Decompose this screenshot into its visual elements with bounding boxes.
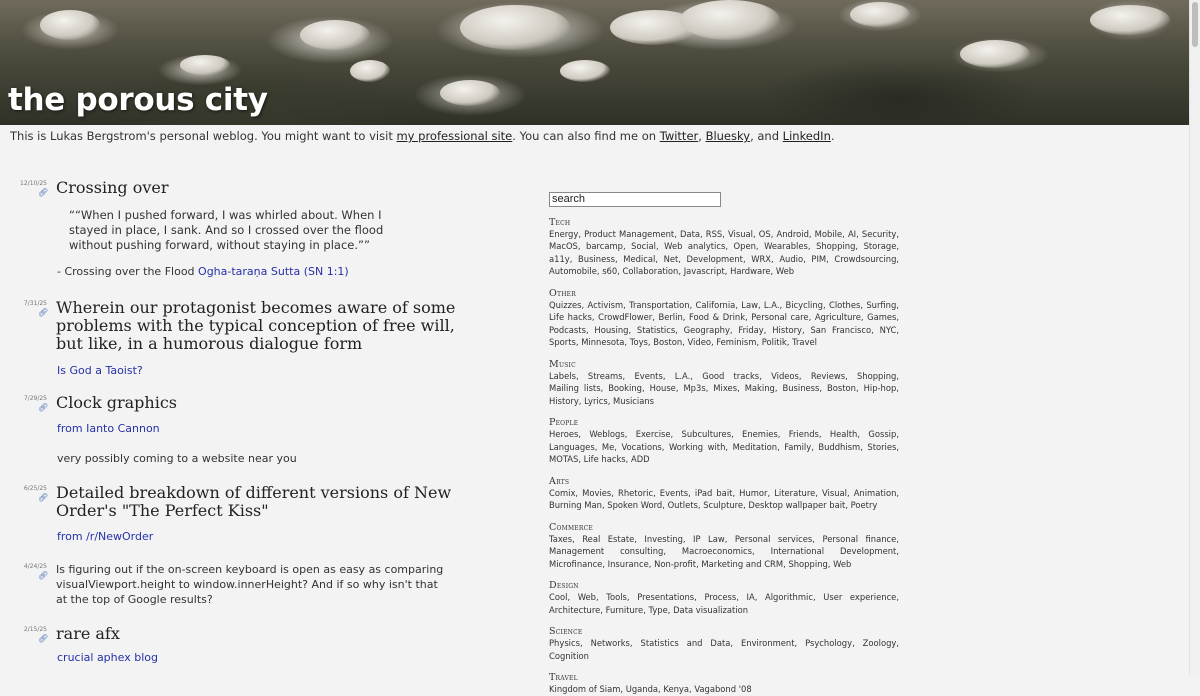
category-tags: Taxes, Real Estate, Investing, IP Law, Personal services, Personal finance, Management consulting, Macroeconomics, International Development, Microfinance, Insurance, Non-profit, Marketing and CRM, Shopping, Web: [549, 533, 899, 569]
post-date: 12/10/25: [20, 180, 47, 187]
tag-link[interactable]: Visual: [821, 487, 847, 498]
link-icon[interactable]: 🔗︎: [38, 634, 49, 643]
tag-link[interactable]: Good tracks: [702, 370, 760, 381]
tag-link[interactable]: Stories: [867, 441, 897, 452]
tag-link[interactable]: California: [695, 299, 736, 310]
tag-link[interactable]: Enemies: [742, 429, 778, 439]
tag-link[interactable]: Languages: [549, 441, 595, 452]
category-tags: Kingdom of Siam, Uganda, Kenya, Vagabond '08: [549, 684, 752, 694]
search-input[interactable]: [549, 192, 721, 207]
tag-link[interactable]: Spoken Word: [607, 500, 663, 510]
tag-link[interactable]: Surfing: [866, 299, 897, 310]
tag-link[interactable]: Exercise: [635, 429, 671, 439]
tag-link[interactable]: L.A.: [674, 370, 691, 381]
bluesky-link[interactable]: Bluesky: [705, 129, 751, 143]
tag-link[interactable]: Life hacks: [549, 312, 592, 322]
tag-link[interactable]: MacOS: [549, 241, 578, 251]
tag-link[interactable]: Literature: [774, 487, 816, 498]
tag-link[interactable]: Web: [775, 266, 795, 276]
tag-link[interactable]: Geography: [683, 324, 730, 335]
tag-link[interactable]: Mp3s: [683, 383, 706, 393]
post: [0, 394, 297, 466]
tag-link[interactable]: CrowdFlower: [598, 312, 653, 322]
post-date: 4/24/25: [23, 563, 47, 570]
tag-link[interactable]: Psychology: [805, 638, 853, 648]
tag-link[interactable]: Personal finance: [822, 533, 897, 544]
tag-link[interactable]: Video: [687, 337, 711, 347]
tag-link[interactable]: Me: [601, 441, 615, 452]
tag-link[interactable]: Algorithmic: [764, 592, 813, 602]
tag-link[interactable]: Berlin: [658, 312, 683, 322]
tag-link[interactable]: Working with: [668, 441, 726, 452]
tag-link[interactable]: Rhetoric: [618, 487, 654, 498]
tag-link[interactable]: Energy: [549, 228, 579, 239]
tag-link[interactable]: Humor: [739, 487, 768, 498]
post-note: very possibly coming to a website near you: [57, 452, 297, 465]
tag-link[interactable]: Law: [741, 299, 758, 310]
tag-link[interactable]: NYC: [879, 324, 897, 335]
tag-link[interactable]: Net: [663, 253, 679, 264]
tag-link[interactable]: Storage: [863, 241, 897, 251]
tag-link[interactable]: Security: [861, 228, 897, 239]
tag-link[interactable]: Crowdsourcing: [834, 253, 897, 264]
post-title[interactable]: Wherein our protagonist becomes aware of some problems with the typical conception of free will, but like, in a humorous dialogue form: [56, 298, 456, 353]
twitter-link[interactable]: Twitter: [659, 129, 699, 143]
tag-link[interactable]: Management consulting: [549, 546, 664, 556]
tag-link[interactable]: Type: [648, 604, 668, 615]
category-heading[interactable]: Design: [549, 580, 579, 591]
link-icon[interactable]: 🔗︎: [38, 493, 49, 502]
tag-link[interactable]: Business: [578, 253, 615, 264]
tag-link[interactable]: Videos: [771, 370, 799, 381]
tag-link[interactable]: Android: [776, 228, 809, 239]
tag-link[interactable]: History: [549, 395, 579, 406]
tag-link[interactable]: Friday: [738, 324, 764, 335]
category-design: [549, 580, 899, 616]
tag-link[interactable]: Web: [577, 592, 596, 602]
tag-link[interactable]: Insurance: [607, 558, 649, 569]
tag-link[interactable]: Lyrics: [584, 395, 608, 406]
tag-link[interactable]: Web: [833, 558, 852, 569]
tag-link[interactable]: Development: [686, 253, 743, 264]
tag-link[interactable]: Booking: [608, 383, 642, 393]
tag-link[interactable]: Travel: [792, 337, 818, 347]
category-tags: Quizzes, Activism, Transportation, California, Law, L.A., Bicycling, Clothes, Surfing, Life hacks, CrowdFlower, Berlin, Food & Drink, Personal care, Agriculture, Games, Podcasts, Housing, Statistics, Geography, Friday, History, San Francisco, NYC, Sports, Minnesota, Toys, Boston, Video, Feminism, Politik, Travel: [549, 299, 900, 347]
tag-link[interactable]: Cognition: [549, 650, 589, 661]
post-title[interactable]: Clock graphics: [56, 393, 177, 412]
tag-link[interactable]: Presentations: [637, 592, 695, 602]
category-heading[interactable]: People: [549, 417, 579, 428]
source-link[interactable]: from Ianto Cannon: [57, 422, 160, 435]
tag-link[interactable]: L.A.: [763, 299, 780, 310]
category-tags: Comix, Movies, Rhetoric, Events, iPad bait, Humor, Literature, Visual, Animation, Burning Man, Spoken Word, Outlets, Sculpture, Desktop wallpaper bait, Poetry: [549, 487, 900, 510]
post-date: 6/25/25: [23, 485, 47, 492]
tag-link[interactable]: Gossip: [868, 429, 897, 439]
category-tech: [549, 217, 899, 278]
professional-site-link[interactable]: my professional site: [396, 129, 513, 143]
tag-link[interactable]: Shopping: [856, 370, 897, 381]
post: [0, 625, 158, 665]
source-link[interactable]: Is God a Taoist?: [57, 364, 143, 377]
tag-link[interactable]: Automobile: [549, 266, 597, 276]
intro-text-start: This is Lukas Bergstrom's personal weblog. You might want to visit: [10, 129, 397, 143]
tag-link[interactable]: Hip-hop: [863, 383, 897, 393]
tag-link[interactable]: Tools: [606, 592, 627, 602]
tag-link[interactable]: Buddhism: [818, 441, 861, 452]
intro-text-end: .: [830, 129, 835, 143]
source-link[interactable]: Ogha-taraṇa Sutta (SN 1:1): [198, 265, 349, 278]
tag-link[interactable]: Non-profit: [654, 558, 697, 569]
source-link[interactable]: from /r/NewOrder: [57, 530, 154, 543]
link-icon[interactable]: 🔗︎: [38, 403, 49, 412]
tag-link[interactable]: Politik: [761, 337, 787, 347]
post-title[interactable]: rare afx: [56, 624, 120, 643]
tag-link[interactable]: Web analytics: [664, 241, 726, 251]
tag-link[interactable]: Boston: [827, 383, 856, 393]
tag-link[interactable]: Microfinance: [549, 558, 603, 569]
tag-link[interactable]: Sports: [549, 337, 576, 347]
post-date: 7/29/25: [23, 395, 47, 402]
tag-link[interactable]: Product Management: [584, 228, 675, 239]
post-quote: ““When I pushed forward, I was whirled about. When I stayed in place, I sank. And so I crossed over the flood without pushing forward, without staying in place.””: [69, 208, 384, 252]
post-text: Is figuring out if the on-screen keyboard is open as easy as comparing visualViewport.height to window.innerHeight? And if so why isn't that at the top of Google results?: [56, 563, 444, 606]
tag-link[interactable]: Architecture: [549, 604, 601, 615]
attribution-text: - Crossing over the Flood: [57, 265, 199, 278]
tag-link[interactable]: Mailing lists: [549, 383, 601, 393]
tag-link[interactable]: Quizzes: [549, 299, 582, 310]
category-people: [549, 417, 899, 466]
tag-link[interactable]: ADD: [631, 454, 650, 464]
tag-link[interactable]: MOTAS: [549, 454, 579, 464]
tag-link[interactable]: Vocations: [621, 441, 662, 452]
tag-link[interactable]: Shopping: [816, 241, 856, 251]
tag-link[interactable]: Sculpture: [703, 500, 744, 510]
tag-link[interactable]: Kingdom of Siam: [549, 684, 621, 694]
tag-link[interactable]: Food & Drink: [689, 312, 746, 322]
tag-link[interactable]: Personal services: [734, 533, 813, 544]
tag-link[interactable]: Events: [634, 370, 663, 381]
tag-link[interactable]: Taxes: [549, 533, 573, 544]
tag-link[interactable]: Environment: [741, 638, 795, 648]
tag-link[interactable]: Statistics: [636, 324, 676, 335]
tag-link[interactable]: Housing: [594, 324, 629, 335]
tag-link[interactable]: Hardware: [730, 266, 771, 276]
tag-link[interactable]: Furniture: [605, 604, 644, 615]
post-body: [57, 363, 456, 378]
tag-link[interactable]: Transportation: [629, 299, 690, 310]
tag-link[interactable]: Collaboration: [622, 266, 679, 276]
tag-link[interactable]: Making: [744, 383, 775, 393]
tag-link[interactable]: Real Estate: [582, 533, 635, 544]
tag-link[interactable]: Clothes: [828, 299, 861, 310]
category-heading[interactable]: Travel: [549, 672, 578, 683]
tag-link[interactable]: Mixes: [713, 383, 738, 393]
tag-link[interactable]: Process: [704, 592, 737, 602]
tag-link[interactable]: Feminism: [716, 337, 757, 347]
tag-link[interactable]: Javascript: [683, 266, 725, 276]
post: [0, 299, 456, 378]
tag-link[interactable]: Toys: [629, 337, 648, 347]
linkedin-link[interactable]: LinkedIn: [782, 129, 831, 143]
tag-link[interactable]: Subcultures: [681, 429, 732, 439]
tag-link[interactable]: Streams: [587, 370, 623, 381]
category-heading[interactable]: Science: [549, 626, 583, 637]
tag-link[interactable]: a11y: [549, 253, 570, 264]
category-heading[interactable]: Music: [549, 358, 576, 370]
post-title[interactable]: Crossing over: [56, 178, 169, 197]
category-heading[interactable]: Arts: [549, 475, 570, 487]
link-icon[interactable]: 🔗︎: [38, 188, 49, 197]
tag-link[interactable]: Heroes: [549, 429, 579, 439]
tag-link[interactable]: International Development: [770, 546, 897, 556]
tag-link[interactable]: Podcasts: [549, 324, 586, 335]
intro-text: [10, 129, 835, 143]
tag-link[interactable]: Life hacks: [583, 454, 626, 464]
tag-link[interactable]: History: [772, 324, 802, 335]
tag-link[interactable]: Friends: [788, 429, 819, 439]
post-date: 2/15/25: [23, 626, 47, 633]
tag-link[interactable]: Musicians: [613, 395, 655, 406]
tag-link[interactable]: Kenya: [663, 684, 689, 694]
tag-link[interactable]: Statistics and Data: [640, 638, 731, 648]
tag-link[interactable]: Shopping: [788, 558, 828, 569]
page-scrollbar[interactable]: [1189, 0, 1200, 675]
tag-link[interactable]: IP Law: [693, 533, 725, 544]
category-science: [549, 626, 899, 662]
scrollbar-thumb[interactable]: [1192, 2, 1198, 47]
tag-link[interactable]: Meditation: [732, 441, 778, 452]
category-tags: Heroes, Weblogs, Exercise, Subcultures, Enemies, Friends, Health, Gossip, Languages, Me, Vocations, Working with, Meditation, Family, Buddhism, Stories, MOTAS, Life hacks, ADD: [549, 429, 900, 464]
tag-link[interactable]: Investing: [644, 533, 683, 544]
category-heading[interactable]: Commerce: [549, 521, 593, 533]
intro-separator: ,: [698, 129, 706, 143]
category-list: [549, 217, 899, 696]
tag-link[interactable]: Marketing and CRM: [701, 558, 784, 569]
tag-link[interactable]: Uganda: [625, 684, 659, 694]
tag-link[interactable]: Networks: [590, 638, 630, 648]
tag-link[interactable]: Visual: [728, 228, 754, 239]
tag-link[interactable]: Events: [659, 487, 689, 498]
category-commerce: [549, 522, 899, 571]
tag-link[interactable]: Reviews: [810, 370, 846, 381]
tag-link[interactable]: Activism: [587, 299, 624, 310]
tag-link[interactable]: Outlets: [667, 500, 698, 510]
tag-link[interactable]: Animation: [853, 487, 897, 498]
tag-link[interactable]: Macroeconomics: [681, 546, 753, 556]
category-music: [549, 359, 899, 408]
tag-link[interactable]: House: [649, 383, 676, 393]
post-title[interactable]: Detailed breakdown of different versions of New Order's "The Perfect Kiss": [56, 483, 452, 520]
tag-link[interactable]: Games: [867, 312, 897, 322]
tag-link[interactable]: Desktop wallpaper bait: [748, 500, 846, 510]
tag-link[interactable]: IA: [746, 592, 755, 602]
tag-link[interactable]: Data visualization: [673, 604, 749, 615]
category-heading[interactable]: Other: [549, 287, 576, 299]
tag-link[interactable]: Cool: [549, 592, 568, 602]
post: [0, 484, 456, 544]
source-link[interactable]: crucial aphex blog: [57, 651, 158, 664]
tag-link[interactable]: RSS: [705, 228, 723, 239]
tag-link[interactable]: Physics: [549, 638, 580, 648]
tag-link[interactable]: Mobile: [814, 228, 843, 239]
tag-link[interactable]: Wearables: [764, 241, 808, 251]
post-attribution: [57, 264, 414, 279]
category-travel: [549, 672, 899, 696]
tag-link[interactable]: Audio: [779, 253, 804, 264]
site-title[interactable]: the porous city: [8, 82, 268, 118]
intro-separator: , and: [750, 129, 783, 143]
header-banner: [0, 0, 1190, 125]
category-other: [549, 288, 899, 349]
post: [0, 179, 414, 279]
category-tags: Labels, Streams, Events, L.A., Good tracks, Videos, Reviews, Shopping, Mailing lists, Booking, House, Mp3s, Mixes, Making, Business, Boston, Hip-hop, History, Lyrics, Musicians: [549, 370, 899, 406]
post-body: [57, 421, 297, 436]
tag-link[interactable]: Zoology: [862, 638, 897, 648]
tag-link[interactable]: Vagabond '08: [694, 684, 752, 694]
tag-link[interactable]: Personal care: [751, 312, 809, 322]
post-date: 7/31/25: [23, 300, 47, 307]
tag-link[interactable]: Comix: [549, 487, 576, 498]
tag-link[interactable]: WRX: [751, 253, 772, 264]
tag-link[interactable]: s60: [602, 266, 618, 276]
tag-link[interactable]: Boston: [653, 337, 683, 347]
tag-link[interactable]: AI: [847, 228, 857, 239]
post-body: [57, 650, 158, 665]
category-tags: Physics, Networks, Statistics and Data, Environment, Psychology, Zoology, Cognition: [549, 638, 900, 661]
post-body: [57, 529, 456, 544]
tag-link[interactable]: Data: [679, 228, 700, 239]
tag-link[interactable]: San Francisco: [810, 324, 872, 335]
tag-link[interactable]: iPad bait: [694, 487, 733, 498]
tag-link[interactable]: Open: [733, 241, 756, 251]
tag-link[interactable]: Labels: [549, 370, 576, 381]
tag-link[interactable]: barcamp: [586, 241, 623, 251]
category-arts: [549, 476, 899, 512]
link-icon[interactable]: 🔗︎: [38, 308, 49, 317]
tag-link[interactable]: Bicycling: [785, 299, 823, 310]
tag-link[interactable]: OS: [758, 228, 771, 239]
tag-link[interactable]: User experience: [823, 592, 897, 602]
tag-link[interactable]: Agriculture: [814, 312, 861, 322]
sidebar: [549, 187, 899, 696]
tag-link[interactable]: Social: [631, 241, 656, 251]
tag-link[interactable]: Weblogs: [589, 429, 625, 439]
tag-link[interactable]: Movies: [582, 487, 612, 498]
category-tags: Cool, Web, Tools, Presentations, Process, IA, Algorithmic, User experience, Architecture, Furniture, Type, Data visualization: [549, 592, 900, 615]
tag-link[interactable]: Burning Man: [549, 500, 602, 510]
tag-link[interactable]: PIM: [811, 253, 827, 264]
tag-link[interactable]: Family: [784, 441, 812, 452]
category-tags: Energy, Product Management, Data, RSS, Visual, OS, Android, Mobile, AI, Security, MacOS, barcamp, Social, Web analytics, Open, Wearables, Shopping, Storage, a11y, Business, Medical, Net, Development, WRX, Audio, PIM, Crowdsourcing, Automobile, s60, Collaboration, Javascript, Hardware, Web: [549, 228, 900, 276]
category-heading[interactable]: Tech: [549, 216, 571, 228]
link-icon[interactable]: 🔗︎: [38, 571, 49, 580]
tag-link[interactable]: Medical: [623, 253, 656, 264]
tag-link[interactable]: Health: [829, 429, 858, 439]
tag-link[interactable]: Poetry: [850, 500, 878, 510]
intro-text-middle: . You can also find me on: [512, 129, 660, 143]
tag-link[interactable]: Business: [782, 383, 820, 393]
post: [0, 562, 446, 607]
tag-link[interactable]: Minnesota: [581, 337, 625, 347]
